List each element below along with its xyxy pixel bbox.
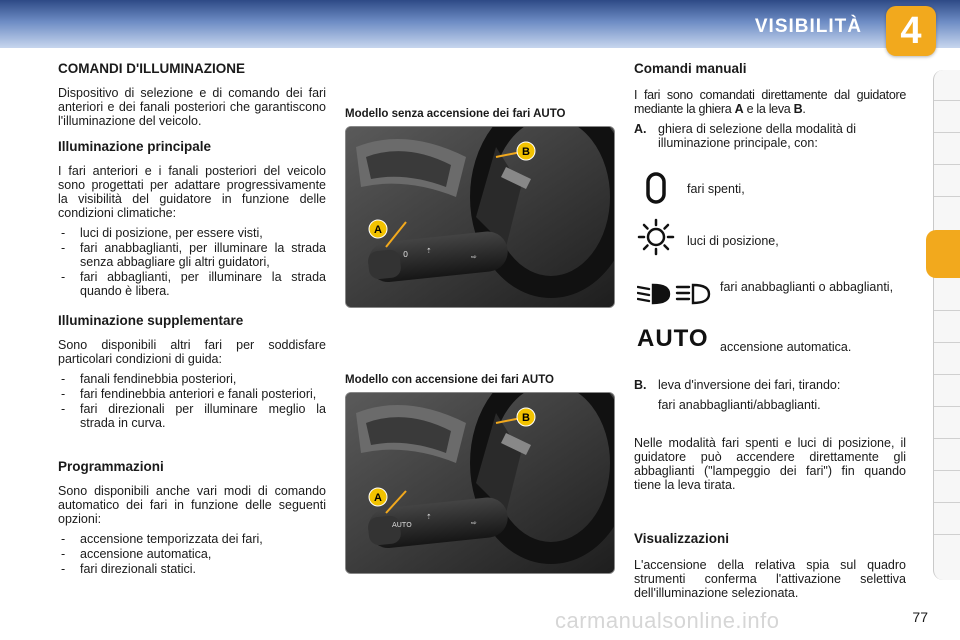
mode-row-off bbox=[637, 172, 907, 208]
item-a-label: A. bbox=[634, 122, 647, 136]
tab-divider bbox=[934, 132, 960, 133]
stalk-photo-no-auto bbox=[345, 126, 615, 308]
supp-lighting-list bbox=[58, 372, 326, 430]
list-item: - fari fendinebbia anteriori e fanali posteriori, bbox=[58, 387, 326, 401]
mode-text: accensione automatica. bbox=[720, 340, 852, 354]
mode-row-auto bbox=[637, 325, 907, 364]
svg-text:0: 0 bbox=[403, 250, 409, 259]
callout-a: A bbox=[374, 224, 382, 236]
svg-text:⇨: ⇨ bbox=[471, 253, 477, 261]
watermark: carmanualsonline.info bbox=[555, 608, 780, 633]
programming-text: Sono disponibili anche vari modi di comando automatico dei fari in funzione delle seguenti opzioni: bbox=[58, 484, 326, 526]
mode-row-headlights bbox=[637, 280, 907, 316]
list-item: - fari direzionali per illuminare meglio la strada in curva. bbox=[58, 402, 326, 430]
item-b-label: B. bbox=[634, 378, 647, 392]
mode-text: fari spenti, bbox=[687, 182, 745, 196]
list-item: - accensione automatica, bbox=[58, 547, 326, 561]
tab-active-chapter[interactable] bbox=[926, 230, 960, 278]
photo-caption-auto: Modello con accensione dei fari AUTO bbox=[345, 374, 554, 386]
programming-list bbox=[58, 532, 326, 576]
list-item: - fari anabbaglianti, per illuminare la strada senza abbagliare gli altri guidatori, bbox=[58, 241, 326, 269]
item-b-text: leva d'inversione dei fari, tirando: bbox=[658, 378, 841, 392]
tab-divider bbox=[934, 164, 960, 165]
mode-row-sidelights bbox=[637, 218, 907, 258]
intro-text: Dispositivo di selezione e di comando dei fari anteriori e dei fanali posteriori che garantiscono l'illuminazione del veicolo. bbox=[58, 86, 326, 128]
stalk-illustration bbox=[346, 127, 614, 307]
chapter-number-badge: 4 bbox=[886, 6, 936, 56]
section-title: COMANDI D'ILLUMINAZIONE bbox=[58, 61, 245, 76]
tab-divider bbox=[934, 406, 960, 407]
auto-icon: AUTO bbox=[637, 325, 709, 352]
list-item: - fari abbaglianti, per illuminare la strada quando è libera. bbox=[58, 270, 326, 298]
flash-note: Nelle modalità fari spenti e luci di posizione, il guidatore può accendere direttamente gli abbaglianti ("lampeggio dei fari") fin quando tiene la leva tirata. bbox=[634, 436, 906, 492]
displays-title: Visualizzazioni bbox=[634, 531, 730, 546]
tab-divider bbox=[934, 342, 960, 343]
main-lighting-list bbox=[58, 226, 326, 298]
tab-divider bbox=[934, 502, 960, 503]
page-number: 77 bbox=[912, 609, 928, 625]
tab-divider bbox=[934, 100, 960, 101]
mode-text: luci di posizione, bbox=[687, 234, 779, 248]
stalk-auto-label: AUTO bbox=[392, 521, 412, 529]
item-b bbox=[634, 378, 906, 392]
programming-title: Programmazioni bbox=[58, 459, 164, 474]
photo-caption-no-auto: Modello senza accensione dei fari AUTO bbox=[345, 108, 566, 120]
item-b-sub: fari anabbaglianti/abbaglianti. bbox=[658, 398, 821, 412]
tab-divider bbox=[934, 470, 960, 471]
displays-text: L'accensione della relativa spia sul quadro strumenti conferma l'attivazione selettiva dell'illuminazione selezionata. bbox=[634, 558, 906, 600]
sidelight-icon bbox=[637, 218, 675, 256]
right-column bbox=[634, 62, 906, 150]
svg-text:⇡: ⇡ bbox=[426, 513, 432, 521]
chapter-title: VISIBILITÀ bbox=[754, 16, 862, 37]
tab-divider bbox=[934, 438, 960, 439]
list-item: - luci di posizione, per essere visti, bbox=[58, 226, 326, 240]
tab-divider bbox=[934, 196, 960, 197]
main-lighting-text: I fari anteriori e i fanali posteriori del veicolo sono progettati per adattare progressivamente la visibilità del guidatore in funzione delle condizioni climatiche: bbox=[58, 164, 326, 220]
right-column-lower bbox=[634, 378, 906, 606]
manual-intro: I fari sono comandati direttamente dal guidatore mediante la ghiera A e la leva B. bbox=[634, 88, 906, 116]
tab-divider bbox=[934, 534, 960, 535]
list-item: - accensione temporizzata dei fari, bbox=[58, 532, 326, 546]
off-ring-icon bbox=[645, 172, 667, 204]
callout-b: B bbox=[522, 146, 530, 158]
stalk-photo-auto bbox=[345, 392, 615, 574]
manual-controls-title: Comandi manuali bbox=[634, 61, 747, 76]
list-item: - fari direzionali statici. bbox=[58, 562, 326, 576]
item-a-text: ghiera di selezione della modalità di illuminazione principale, con: bbox=[658, 122, 857, 150]
tab-divider bbox=[934, 310, 960, 311]
callout-a: A bbox=[374, 492, 382, 504]
item-a bbox=[634, 122, 906, 150]
tab-divider bbox=[934, 374, 960, 375]
stalk-illustration bbox=[346, 393, 614, 573]
main-lighting-title: Illuminazione principale bbox=[58, 139, 212, 154]
left-column bbox=[58, 62, 326, 584]
mode-text: fari anabbaglianti o abbaglianti, bbox=[720, 280, 894, 294]
supp-lighting-text: Sono disponibili altri fari per soddisfare particolari condizioni di guida: bbox=[58, 338, 326, 366]
chapter-tabs bbox=[933, 70, 960, 580]
callout-b: B bbox=[522, 412, 530, 424]
svg-text:⇡: ⇡ bbox=[426, 247, 432, 255]
headlight-icon bbox=[637, 282, 713, 306]
svg-text:⇨: ⇨ bbox=[471, 519, 477, 527]
list-item: - fanali fendinebbia posteriori, bbox=[58, 372, 326, 386]
supp-lighting-title: Illuminazione supplementare bbox=[58, 313, 244, 328]
